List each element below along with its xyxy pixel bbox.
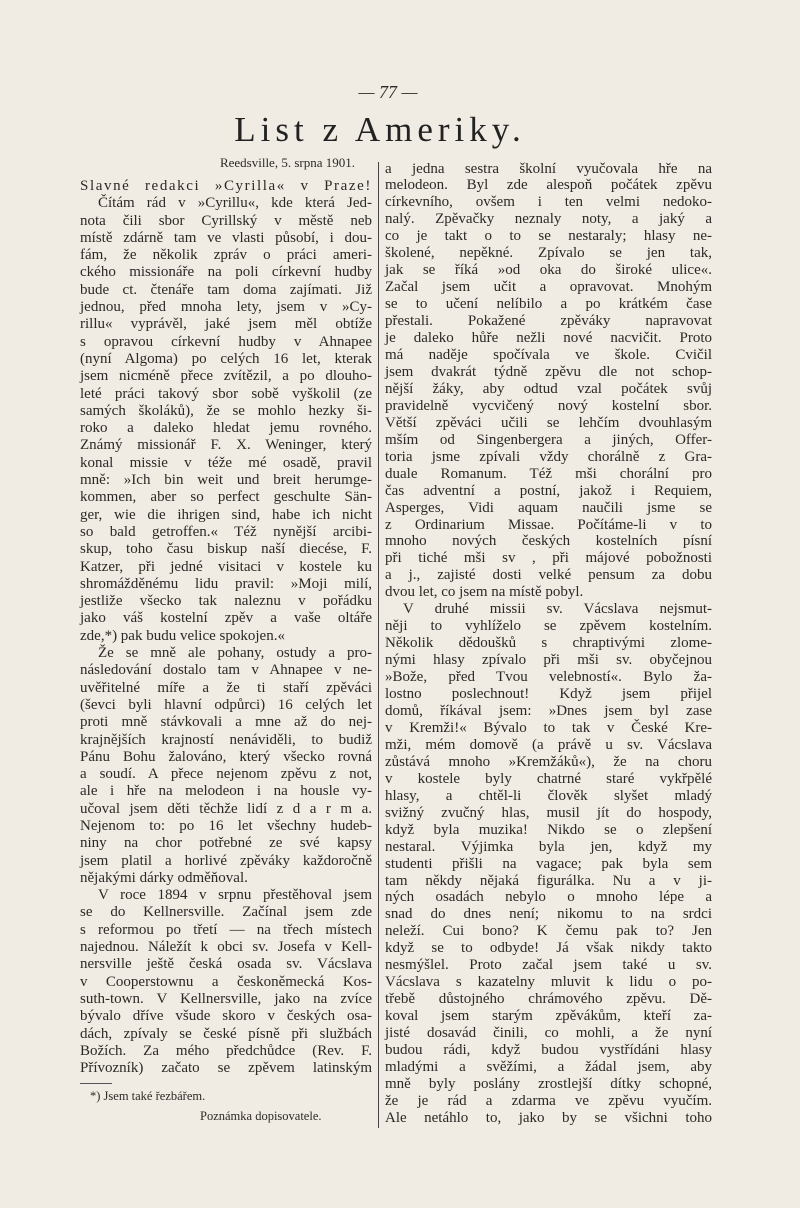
text-line: Známý missionář F. X. Weninger, který (80, 437, 372, 454)
text-line: školené, nepěkné. Zpívalo se jen tak, (385, 245, 712, 262)
text-line: zůstává mnoho »Kremžáků«), že na choru (385, 753, 712, 770)
text-line: nějakými dárky odměňoval. (80, 869, 248, 886)
paragraph (385, 601, 712, 1127)
text-line: následování dostalo tam v Ahnapee v ne- (80, 662, 372, 679)
text-line: jisté dosavád činili, co mohli, a že nyní (385, 1025, 712, 1042)
text-line: roko a daleko hledat jemu rovného. (80, 420, 372, 437)
text-line: najednou. Náležít k obci sv. Josefa v Kell- (80, 939, 372, 956)
text-line: ale i hře na melodeon i na housle vy- (80, 783, 372, 800)
text-line: rillu« vyprávěl, jaké jsem měl obtíže (80, 316, 372, 333)
text-line: Větší zpěváci učili se lehčím dvouhlasým (385, 414, 712, 431)
text-line: Ale netáhlo to, jako by se všichni toho (385, 1109, 712, 1126)
text-line: jednou, před mnoha lety, jsem v »Cy- (80, 299, 372, 316)
text-line: (ševci byli hlavní odpůrci) 16 celých let (80, 696, 372, 713)
text-line: svižný zvučný hlas, musil jít do hospody, (385, 804, 712, 821)
text-line: V druhé missii sv. Vácslava nejsmut- (403, 601, 712, 618)
text-line: v Kremži!« Bývalo to tak v České Kre- (385, 719, 712, 736)
text-line: má naděje spočívala ve škole. Cvičil (385, 346, 712, 363)
text-line: něji to vyhlíželo se zpěvem kostelním. (385, 618, 712, 635)
text-line: se to učení nelíbilo a po krátkém čase (385, 296, 712, 313)
text-line: Božích. Za mého předchůdce (Rev. F. (80, 1042, 372, 1059)
text-line: neleží. Cui bono? K čemu pak to? Jen (385, 923, 712, 940)
text-line: učoval jsem děti těchže lidí z d a r m a. (80, 800, 372, 817)
text-line: koval jsem starým zpěvákům, kteří za- (385, 1008, 712, 1025)
text-line: suth-town. V Kellnersville, jako na zvíce (80, 990, 372, 1007)
text-line: jsem nicméně přece zvítězil, a po dlouho- (80, 368, 372, 385)
text-line: z Ordinarium Missae. Počítáme-li v to (385, 516, 712, 533)
dateline: Reedsville, 5. srpna 1901. (219, 155, 355, 170)
text-line: dách, zpívaly se české písně při službách (80, 1025, 372, 1042)
text-line: Nejenom to: po 16 let všechny hudeb- (80, 817, 372, 834)
text-line: je daleko hůře nežli nové nacvičit. Proto (385, 330, 712, 347)
text-line: když byla muzika! Nikdo se o zlepšení (385, 821, 712, 838)
text-line: mně: »Ich bin weit und breit herumge- (80, 472, 372, 489)
text-line: v kostele byly chatrné staré vykřpělé (385, 770, 712, 787)
text-line: co je takt o to se nestaraly; hlasy ne- (385, 228, 712, 245)
paragraph (80, 887, 372, 1077)
text-line: místě zdárně tam ve vlasti působí, i dou- (80, 229, 372, 246)
text-line: a jedna sestra školní vyučovala hře na (385, 160, 712, 177)
text-line: Že se mně ale pohany, ostudy a pro- (98, 645, 372, 662)
text-line: budou rádi, když budou vystřídáni hlasy (385, 1042, 712, 1059)
text-line: Katzer, při jedné visitaci v kostele ku (80, 558, 372, 575)
text-line: hlasy, a chtěl-li člověk slyšet mladý (385, 787, 712, 804)
text-line: so bald getroffen.« Též nynější arcibi- (80, 523, 372, 540)
text-line: toria jsme zpívali vždy chorálně z Gra- (385, 448, 712, 465)
text-line: při tiché mši sv , při májové pobožnosti (385, 550, 712, 567)
text-line: Začal jsem učit a opravovat. Mnohým (385, 279, 712, 296)
text-line: Asperges, Vidi aquam naučili jsme se (385, 499, 712, 516)
text-line: snad do dnes není; nikomu to na srdci (385, 906, 712, 923)
text-line: V roce 1894 v srpnu přestěhoval jsem (98, 887, 372, 904)
text-line: leté práci takový sbor sobě vyškolil (ze (80, 385, 372, 402)
text-line: fám, že několik zpráv o práci ameri- (80, 247, 372, 264)
paragraph (80, 645, 372, 887)
text-line: krajnějších krajností nenáviděli, to budiž (80, 731, 372, 748)
footnote-rule (80, 1083, 112, 1084)
text-line: církevního, ovšem i ten velmi nedoko- (385, 194, 712, 211)
text-line: s opravou církevní hudby v Ahnapee (80, 333, 372, 350)
text-line: jsem platil a horlivé zpěváky každoročně (80, 852, 372, 869)
text-line: nesmýšlel. Proto začal jsem také u sv. (385, 957, 712, 974)
text-line: třebě důstojného chrámového zpěvu. Dě- (385, 991, 712, 1008)
text-line: bývalo dříve všude skoro v českých osa- (80, 1008, 372, 1025)
paragraph (80, 195, 372, 645)
text-line: nersville ještě česká osada sv. Vácslava (80, 956, 372, 973)
text-line: mži, mém domově (a právě u sv. Vácslava (385, 736, 712, 753)
right-column (385, 161, 712, 1127)
text-line: (nyní Algoma) po celých 16 let, kterak (80, 350, 372, 367)
text-line: přestali. Pokažené zpěváky napravovat (385, 313, 712, 330)
text-line: nými hlasy zpívalo při mši sv. obyčejnou (385, 652, 712, 669)
text-line: jsem dvakrát týdně zpěvu dle not schop- (385, 363, 712, 380)
text-line: dvou let, co jsem na místě pobyl. (385, 584, 584, 601)
text-line: mně byly poslány zrostlejší dítky schopné, (385, 1075, 712, 1092)
text-line: Několik dědoušků s chraptivými zlome- (385, 635, 712, 652)
text-line: ných osadách nebylo o mnoho lépe a (385, 889, 712, 906)
text-line: mladými a svěžími, a žádal jsem, aby (385, 1059, 712, 1076)
text-line: studenti přišli na vagace; pak byla sem (385, 855, 712, 872)
text-line: že je rád a zdarma ve zpěvu vyučím. (385, 1092, 712, 1109)
text-line: duale Romanum. Též mši chorální pro (385, 465, 712, 482)
text-line: s reformou po třetí — na třech místech (80, 921, 372, 938)
text-line: uvěřitelné míře a že ti staří zpěváci (80, 679, 372, 696)
text-line: samých školáků), že se mohlo hezky ši- (80, 402, 372, 419)
text-line: jako váš kostelní zpěv a vaše oltáře (80, 610, 372, 627)
text-line: se do Kellnersville. Začínal jsem zde (80, 904, 372, 921)
text-line: Vácslava s kazatelny mluvit k lidu o po- (385, 974, 712, 991)
text-line: Přívozník) začato se zpěvem latinským (80, 1060, 372, 1077)
text-line: čas adventní a postní, jakož i Requiem, (385, 482, 712, 499)
text-line: shromážděnému lidu pravil: »Moji milí, (80, 575, 372, 592)
text-line: ger, wie die ihrigen sind, habe ich nicht (80, 506, 372, 523)
text-line: skup, toho času biskup naší diecése, F. (80, 541, 372, 558)
paragraph (385, 161, 712, 602)
page-number: — 77 — (358, 82, 418, 102)
text-line: tam někdy nějaká figurálka. Nu a v ji- (385, 872, 712, 889)
text-line: Čítám rád v »Cyrillu«, kde která Jed- (98, 195, 372, 212)
left-column (80, 178, 372, 1077)
text-line: pravidelně vycvičený nový kostelní sbor. (385, 397, 712, 414)
text-line: proti mně stávkovali a mne až do nej- (80, 714, 372, 731)
article-title: List z Ameriky. (234, 110, 526, 149)
text-line: »Bože, před Tvou velebností«. Bylo ža- (385, 669, 712, 686)
text-line: ckého missionáře na poli církevní hudby (80, 264, 372, 281)
text-line: mnoho nových českých kostelních písní (385, 533, 712, 550)
text-line: zde,*) pak budu velice spokojen.« (80, 627, 285, 644)
footnote: *) Jsem také řezbářem. (90, 1089, 206, 1103)
text-line: nota čili sbor Cyrillský v městě neb (80, 212, 372, 229)
text-line: bude ct. čtenáře tam doma zajímati. Již (80, 281, 372, 298)
text-line: konal missie v téže mé osadě, pravil (80, 454, 372, 471)
text-line: Pánu Bohu žalováno, který všecko rovná (80, 748, 372, 765)
footnote-signature: Poznámka dopisovatele. (200, 1109, 322, 1123)
text-line: a j., zajisté dosti velké pensum za dobu (385, 567, 712, 584)
text-line: domů, říkával jsem: »Dnes jsem byl zase (385, 703, 712, 719)
text-line: v Cooperstownu a českoněmecká Kos- (80, 973, 372, 990)
salutation: Slavné redakci »Cyrilla« v Praze! (80, 178, 372, 194)
text-line: mším od Singenbergera a jiných, Offer- (385, 431, 712, 448)
text-line: jak se říká »od oka do široké ulice«. (385, 262, 712, 279)
text-line: kommen, aber so perfect geschulte Sän- (80, 489, 372, 506)
text-line: nější žáky, aby odtud vzal počátek svůj (385, 380, 712, 397)
text-line: lostno poslechnout! Když jsem přijel (385, 686, 712, 703)
text-line: niny na chor potřebné ze své kapsy (80, 835, 372, 852)
text-line: jestliže všecko tak naleznu v pořádku (80, 593, 372, 610)
text-line: a soudí. A přece nejenom zpěvu z not, (80, 766, 372, 783)
text-line: nestaral. Výjimka byla jen, když my (385, 838, 712, 855)
text-line: nalý. Zpěvačky neznaly noty, a jaký a (385, 211, 712, 228)
text-line: když se to odbyde! Já však nikdy takto (385, 940, 712, 957)
text-line: melodeon. Byl zde alespoň počátek zpěvu (385, 177, 712, 194)
column-divider (378, 162, 379, 1128)
